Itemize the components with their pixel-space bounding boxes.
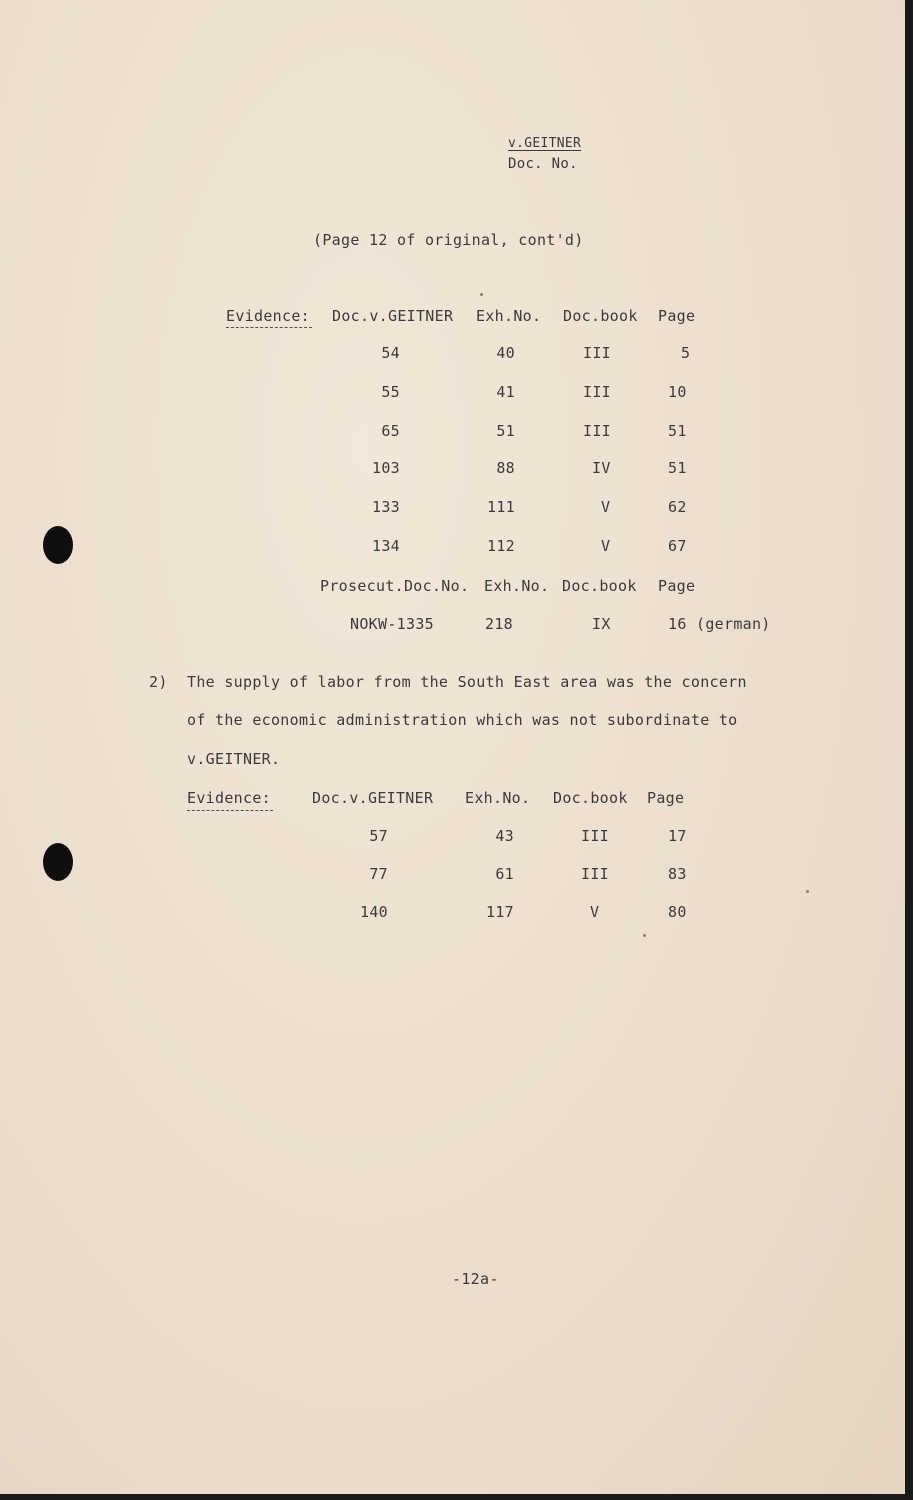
- prosecution-page: 16 (german): [668, 615, 771, 633]
- page-number: 17: [668, 827, 687, 845]
- prosecution-header-page: Page: [658, 577, 696, 595]
- doc-book: IV: [592, 459, 611, 477]
- doc-number: 103: [372, 459, 400, 477]
- punch-hole-top: [43, 526, 73, 564]
- punch-hole-bottom: [43, 843, 73, 881]
- doc-book: V: [590, 903, 600, 921]
- doc-number: 77: [369, 865, 388, 883]
- page-note: (Page 12 of original, cont'd): [313, 231, 584, 249]
- point-text-line: v.GEITNER.: [187, 750, 281, 768]
- exhibit-number: 111: [487, 498, 515, 516]
- evidence-underline: [187, 810, 273, 811]
- doc-number: 57: [369, 827, 388, 845]
- exhibit-number: 40: [496, 344, 515, 362]
- evidence-underline: [226, 327, 312, 328]
- doc-book: III: [581, 827, 609, 845]
- footer-page-number: -12a-: [452, 1270, 499, 1288]
- exhibit-number: 88: [496, 459, 515, 477]
- doc-book: V: [601, 537, 611, 555]
- table1-header-doc: Doc.v.GEITNER: [332, 307, 454, 325]
- exhibit-number: 117: [486, 903, 514, 921]
- page-number: 83: [668, 865, 687, 883]
- page-number: 51: [668, 459, 687, 477]
- table1-header-book: Doc.book: [563, 307, 638, 325]
- table2-header-page: Page: [647, 789, 685, 807]
- page-number: 5: [681, 344, 691, 362]
- doc-number: 65: [381, 422, 400, 440]
- doc-number: 140: [360, 903, 388, 921]
- point-number: 2): [149, 673, 168, 691]
- exhibit-number: 43: [495, 827, 514, 845]
- doc-book: III: [583, 344, 611, 362]
- paper-speck: [480, 293, 483, 296]
- doc-book: V: [601, 498, 611, 516]
- table2-header-evidence: Evidence:: [187, 789, 271, 807]
- paper-speck: [806, 890, 809, 893]
- prosecution-doc-number: NOKW-1335: [350, 615, 434, 633]
- page-number: 80: [668, 903, 687, 921]
- paper-speck: [643, 934, 646, 937]
- doc-number: 133: [372, 498, 400, 516]
- prosecution-header-book: Doc.book: [562, 577, 637, 595]
- exhibit-number: 41: [496, 383, 515, 401]
- table1-header-evidence: Evidence:: [226, 307, 310, 325]
- page-number: 62: [668, 498, 687, 516]
- point-text-line: The supply of labor from the South East area was the concern: [187, 673, 747, 691]
- doc-number: 134: [372, 537, 400, 555]
- exhibit-number: 112: [487, 537, 515, 555]
- doc-book: III: [581, 865, 609, 883]
- doc-no-label: Doc. No.: [508, 156, 578, 172]
- table2-header-book: Doc.book: [553, 789, 628, 807]
- defendant-name: v.GEITNER: [508, 136, 582, 151]
- doc-number: 55: [381, 383, 400, 401]
- prosecution-header-doc: Prosecut.Doc.No.: [320, 577, 470, 595]
- prosecution-doc-book: IX: [592, 615, 611, 633]
- prosecution-header-exh: Exh.No.: [484, 577, 550, 595]
- doc-number: 54: [381, 344, 400, 362]
- table1-header-page: Page: [658, 307, 696, 325]
- table2-header-exh: Exh.No.: [465, 789, 531, 807]
- point-text-line: of the economic administration which was not subordinate to: [187, 711, 738, 729]
- doc-book: III: [583, 422, 611, 440]
- exhibit-number: 51: [496, 422, 515, 440]
- page-number: 67: [668, 537, 687, 555]
- prosecution-exhibit-number: 218: [485, 615, 513, 633]
- exhibit-number: 61: [495, 865, 514, 883]
- doc-book: III: [583, 383, 611, 401]
- page-number: 51: [668, 422, 687, 440]
- table2-header-doc: Doc.v.GEITNER: [312, 789, 434, 807]
- page-number: 10: [668, 383, 687, 401]
- table1-header-exh: Exh.No.: [476, 307, 542, 325]
